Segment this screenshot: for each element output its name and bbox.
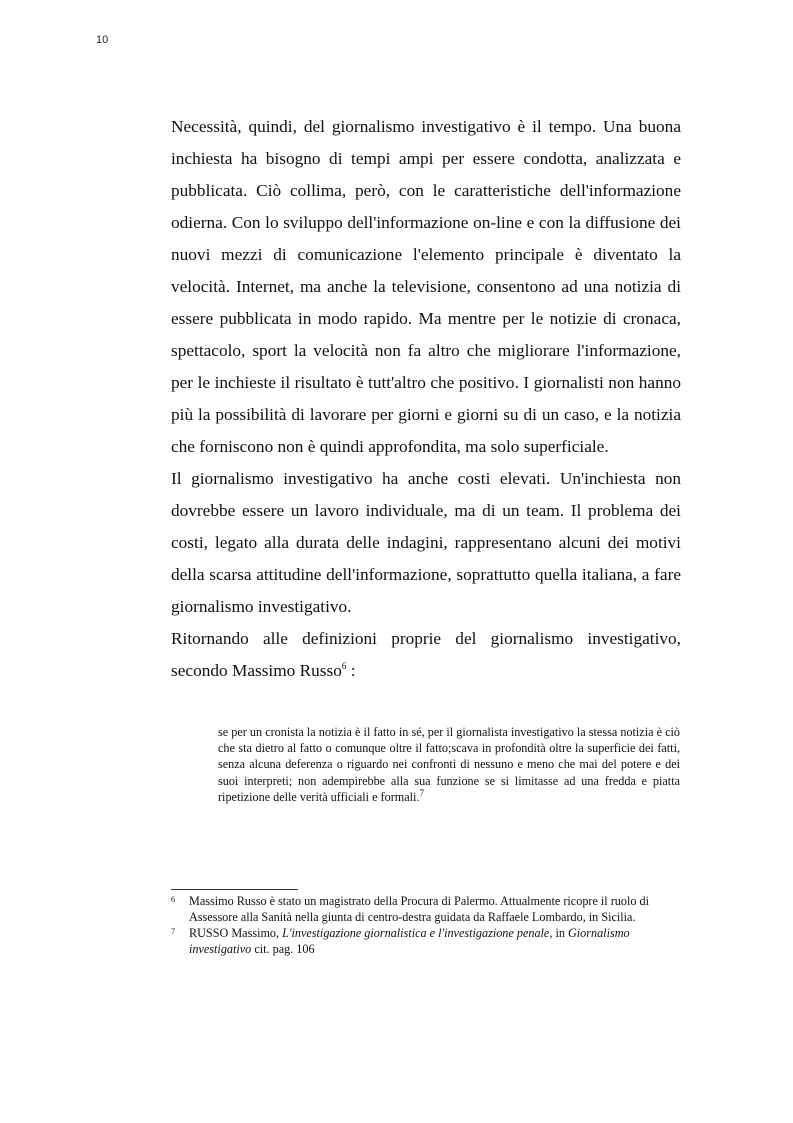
block-quote	[218, 724, 680, 805]
footnote-mid: , in	[549, 926, 568, 940]
footnote-ref-7[interactable]: 7	[419, 787, 424, 798]
paragraph-2: Il giornalismo investigativo ha anche costi elevati. Un'inchiesta non dovrebbe essere un lavoro individuale, ma di un team. Il problema dei costi, legato alla durata delle indagini, rappresentano alcuni dei motivi della scarsa attitudine dell'informazione, soprattutto quella italiana, a fare giornalismo investigativo.	[171, 469, 681, 616]
footnote-6	[171, 894, 681, 925]
body-text	[171, 111, 681, 687]
footnote-text	[189, 926, 681, 957]
paragraph-3-end: :	[346, 661, 356, 680]
footnote-number: 6	[171, 895, 175, 904]
block-quote-text: se per un cronista la notizia è il fatto in sé, per il giornalista investigativo la stessa notizia è ciò che sta dietro al fatto o comunque oltre il fatto;scava in profondità oltre la superficie dei fatti, senza alcuna deferenza o riguardo nei confronti di nessuno e meno che mai del potere e dei suoi interpreti; non adempirebbe alla sua funzione se si limitasse ad una fredda e piatta ripetizione delle verità ufficiali e formali.	[218, 725, 680, 804]
footnote-number: 7	[171, 927, 175, 936]
footnote-author: RUSSO Massimo,	[189, 926, 283, 940]
footnote-text: Massimo Russo è stato un magistrato della Procura di Palermo. Attualmente ricopre il ruolo di Assessore alla Sanità nella giunta di centro-destra guidata da Raffaele Lombardo, in Sicilia.	[189, 894, 649, 924]
paragraph-3	[171, 623, 681, 687]
footnote-title: L'investigazione giornalistica e l'investigazione penale	[282, 926, 550, 940]
page-number: 10	[96, 34, 109, 46]
footnote-ref-6[interactable]: 6	[341, 661, 347, 672]
paragraph-1: Necessità, quindi, del giornalismo investigativo è il tempo. Una buona inchiesta ha bisogno di tempi ampi per essere condotta, analizzata e pubblicata. Ciò collima, però, con le caratteristiche dell'informazione odierna. Con lo sviluppo dell'informazione on-line e con la diffusione dei nuovi mezzi di comunicazione l'elemento principale è diventato la velocità. Internet, ma anche la televisione, consentono ad una notizia di essere pubblicata in modo rapido. Ma mentre per le notizie di cronaca, spettacolo, sport la velocità non fa altro che migliorare l'informazione, per le inchieste il risultato è tutt'altro che positivo. I giornalisti non hanno più la possibilità di lavorare per giorni e giorni su di un caso, e la notizia che forniscono non è quindi approfondita, ma solo superficiale.	[171, 117, 681, 456]
footnote-source: Giornalismo investigativo	[189, 926, 630, 956]
paragraph-3-text: Ritornando alle definizioni proprie del giornalismo investigativo, secondo Massimo Russo	[171, 629, 681, 680]
footnote-end: cit. pag. 106	[251, 941, 315, 956]
footnotes	[171, 894, 681, 958]
footnote-separator	[171, 889, 298, 890]
footnote-7	[171, 926, 681, 957]
